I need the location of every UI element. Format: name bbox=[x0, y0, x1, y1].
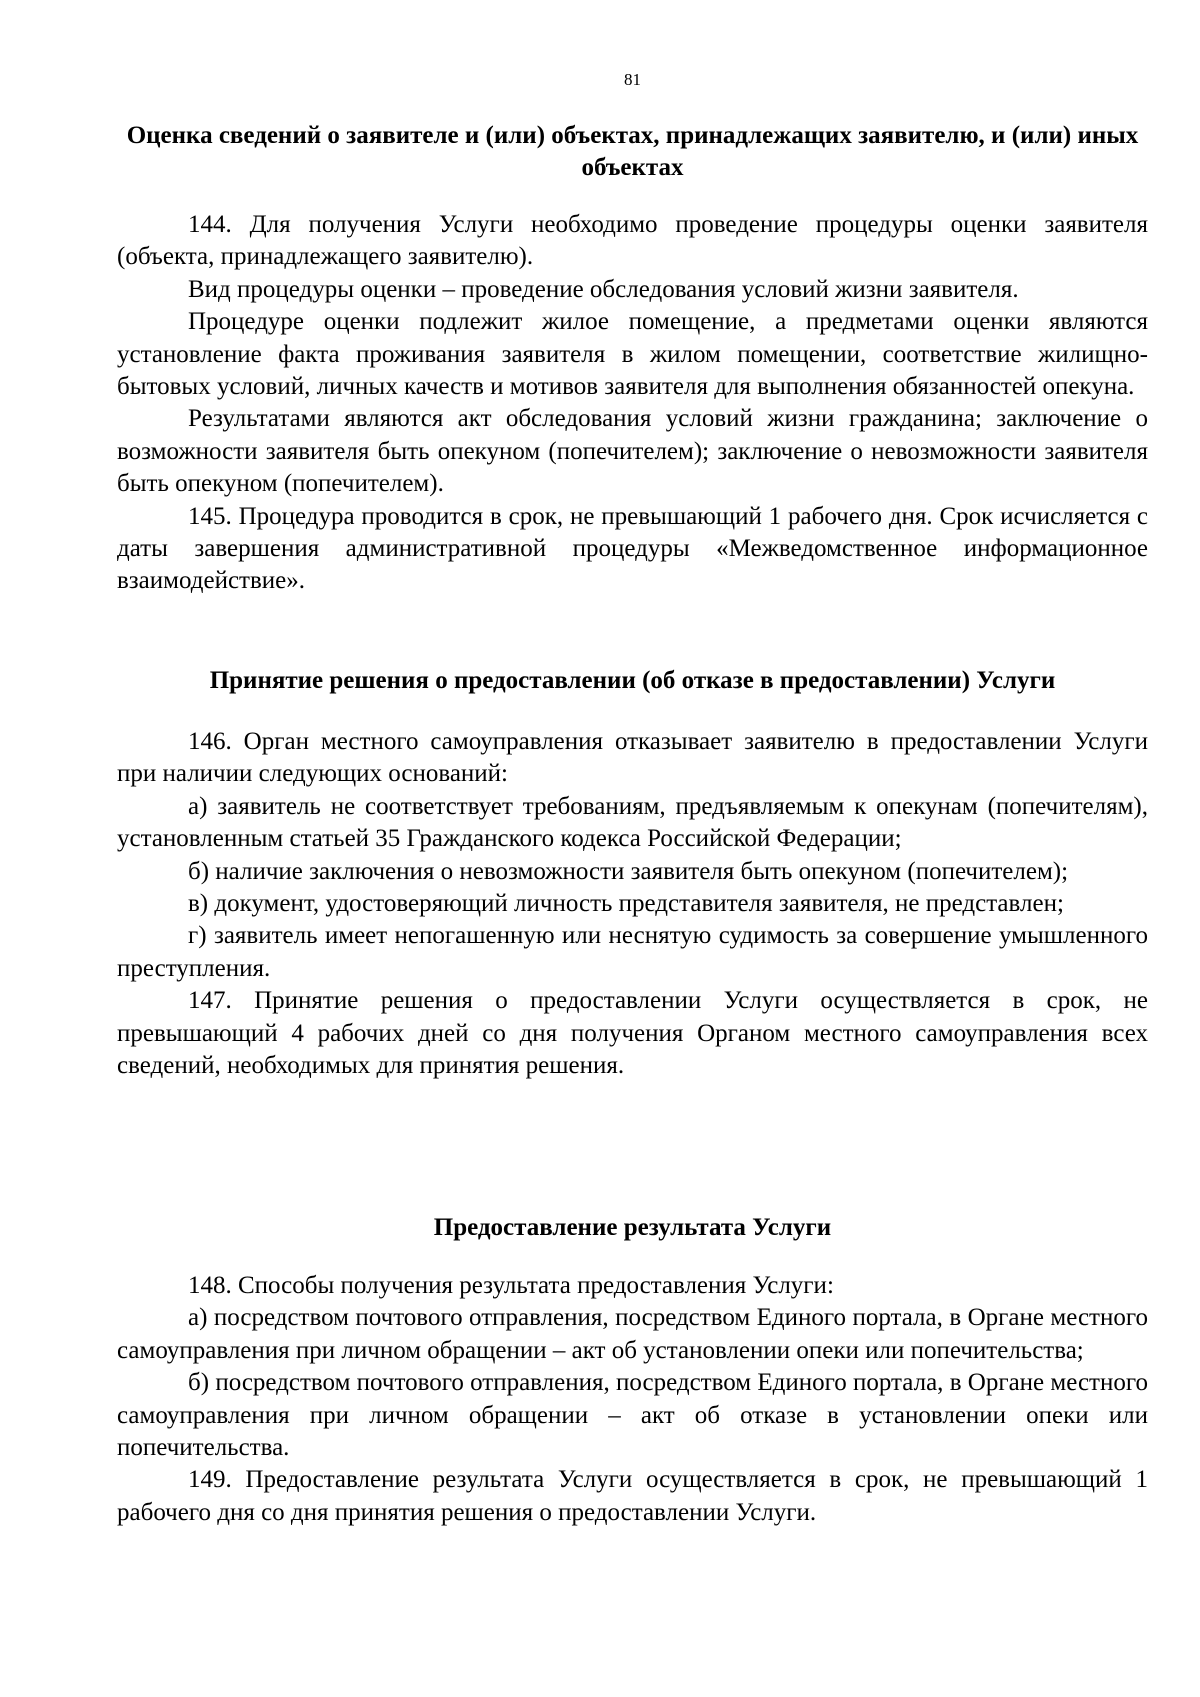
section-heading-assessment: Оценка сведений о заявителе и (или) объектах, принадлежащих заявителю, и (или) иных объектах bbox=[126, 122, 1139, 181]
list-item: а) посредством почтового отправления, посредством Единого портала, в Органе местного самоуправления при личном обращении – акт об установлении опеки или попечительства; bbox=[117, 1304, 1148, 1364]
paragraph: 146. Орган местного самоуправления отказывает заявителю в предоставлении Услуги при наличии следующих оснований: bbox=[117, 728, 1148, 788]
paragraph: Процедуре оценки подлежит жилое помещение, а предметами оценки являются установление факта проживания заявителя в жилом помещении, соответствие жилищно-бытовых условий, личных качеств и мотивов заявителя для выполнения обязанностей опекуна. bbox=[117, 308, 1148, 401]
section-heading-result: Предоставление результата Услуги bbox=[433, 1214, 832, 1241]
list-item: г) заявитель имеет непогашенную или неснятую судимость за совершение умышленного преступления. bbox=[117, 922, 1148, 982]
list-item: а) заявитель не соответствует требованиям, предъявляемым к опекунам (попечителям), установленным статьей 35 Гражданского кодекса Российской Федерации; bbox=[117, 792, 1148, 853]
paragraph: Вид процедуры оценки – проведение обследования условий жизни заявителя. bbox=[188, 275, 1019, 303]
paragraph: 149. Предоставление результата Услуги осуществляется в срок, не превышающий 1 рабочего дня со дня принятия решения о предоставлении Услуги. bbox=[117, 1466, 1148, 1526]
list-item: б) посредством почтового отправления, посредством Единого портала, в Органе местного самоуправления при личном обращении – акт об отказе в установлении опеки или попечительства. bbox=[117, 1369, 1148, 1462]
paragraph: Результатами являются акт обследования условий жизни гражданина; заключение о возможности заявителя быть опекуном (попечителем); заключение о невозможности заявителя быть опекуном (попечителем). bbox=[117, 405, 1148, 498]
list-item: в) документ, удостоверяющий личность представителя заявителя, не представлен; bbox=[188, 890, 1064, 918]
paragraph: 147. Принятие решения о предоставлении Услуги осуществляется в срок, не превышающий 4 рабочих дней со дня получения Органом местного самоуправления всех сведений, необходимых для принятия решения. bbox=[117, 987, 1148, 1080]
section-result bbox=[117, 1270, 1148, 1529]
page-number: 81 bbox=[624, 70, 641, 89]
section-assessment bbox=[117, 209, 1148, 598]
list-item: б) наличие заключения о невозможности заявителя быть опекуном (попечителем); bbox=[188, 857, 1069, 885]
section-decision bbox=[117, 726, 1148, 1082]
paragraph: 145. Процедура проводится в срок, не превышающий 1 рабочего дня. Срок исчисляется с даты завершения административной процедуры «Межведомственное информационное взаимодействие». bbox=[117, 502, 1148, 595]
paragraph: 148. Способы получения результата предоставления Услуги: bbox=[188, 1272, 834, 1299]
section-heading-decision: Принятие решения о предоставлении (об отказе в предоставлении) Услуги bbox=[209, 667, 1056, 694]
paragraph: 144. Для получения Услуги необходимо проведение процедуры оценки заявителя (объекта, принадлежащего заявителю). bbox=[117, 211, 1148, 271]
